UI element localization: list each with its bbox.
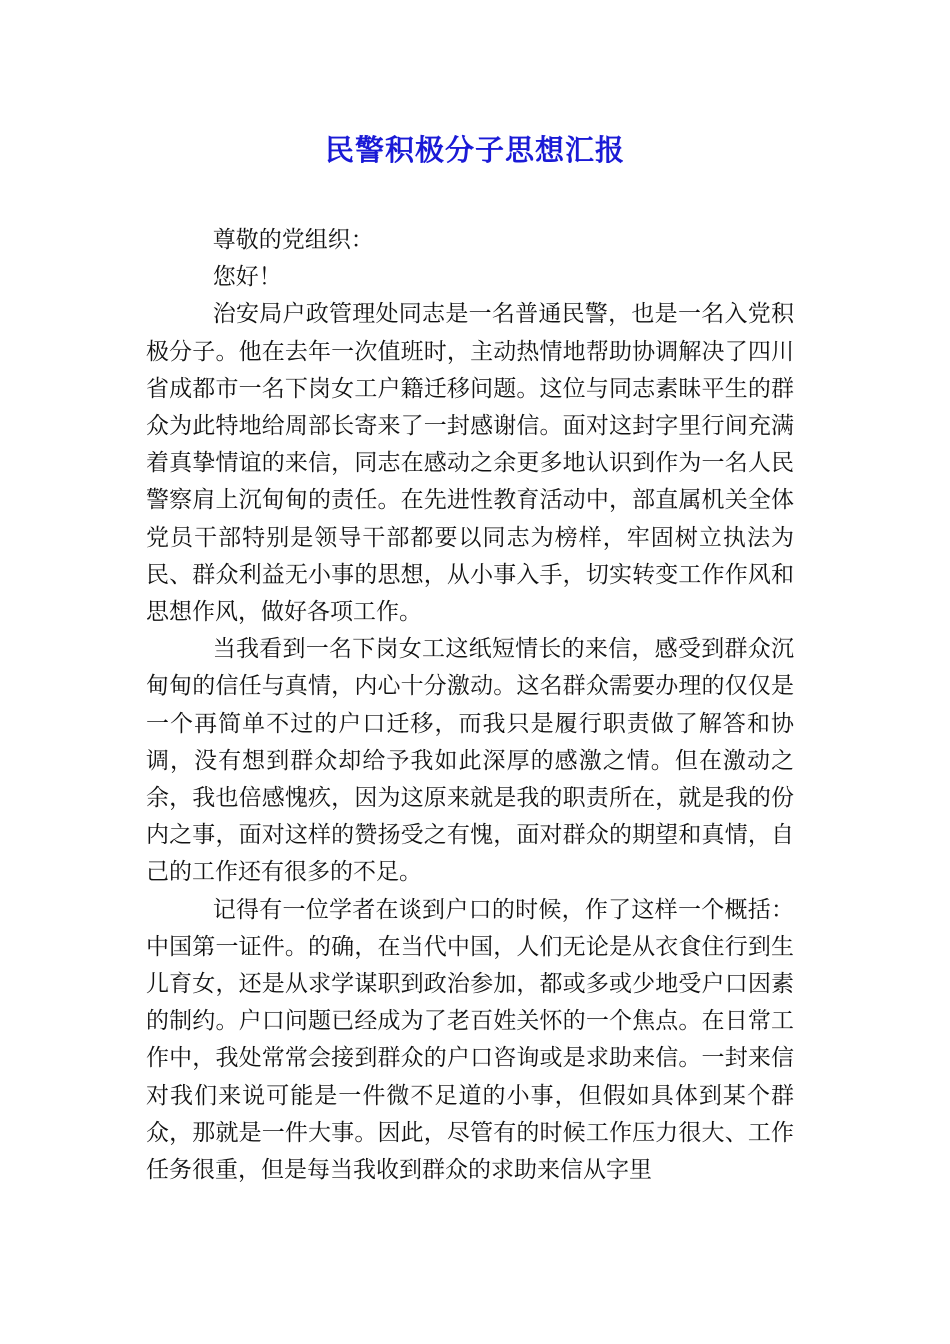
- salutation: 尊敬的党组织：: [212, 227, 374, 253]
- document-title: 民警积极分子思想汇报: [324, 133, 625, 167]
- paragraph-1: 治安局户政管理处同志是一名普通民警，也是一名入党积极分子。他在去年一次值班时，主动热情地帮助协调解决了四川省成都市一名下岗女工户籍迁移问题。这位与同志素昧平生的群众为此特地给周部长寄来了一封感谢信。面对这封字里行间充满着真挚情谊的来信，同志在感动之余更多地认识到作为一名人民警察肩上沉甸甸的责任。在先进性教育活动中，部直属机关全体党员干部特别是领导干部都要以同志为榜样，牢固树立执法为民、群众利益无小事的思想，从小事入手，切实转变工作作风和思想作风，做好各项工作。: [146, 301, 794, 626]
- greeting: 您好！: [212, 264, 282, 291]
- document-body: [146, 222, 794, 1189]
- paragraph-2: 当我看到一名下岗女工这纸短情长的来信，感受到群众沉甸甸的信任与真情，内心十分激动。这名群众需要办理的仅仅是一个再简单不过的户口迁移，而我只是履行职责做了解答和协调，没有想到群众却给予我如此深厚的感激之情。但在激动之余，我也倍感愧疚，因为这原来就是我的职责所在，就是我的份内之事，面对这样的赞扬受之有愧，面对群众的期望和真情，自己的工作还有很多的不足。: [146, 636, 794, 886]
- paragraph-3: 记得有一位学者在谈到户口的时候，作了这样一个概括：中国第一证件。的确，在当代中国，人们无论是从衣食住行到生儿育女，还是从求学谋职到政治参加，都或多或少地受户口因素的制约。户口问题已经成为了老百姓关怀的一个焦点。在日常工作中，我处常常会接到群众的户口咨询或是求助来信。一封来信对我们来说可能是一件微不足道的小事，但假如具体到某个群众，那就是一件大事。因此，尽管有的时候工作压力很大、工作任务很重，但是每当我收到群众的求助来信从字里: [146, 896, 794, 1184]
